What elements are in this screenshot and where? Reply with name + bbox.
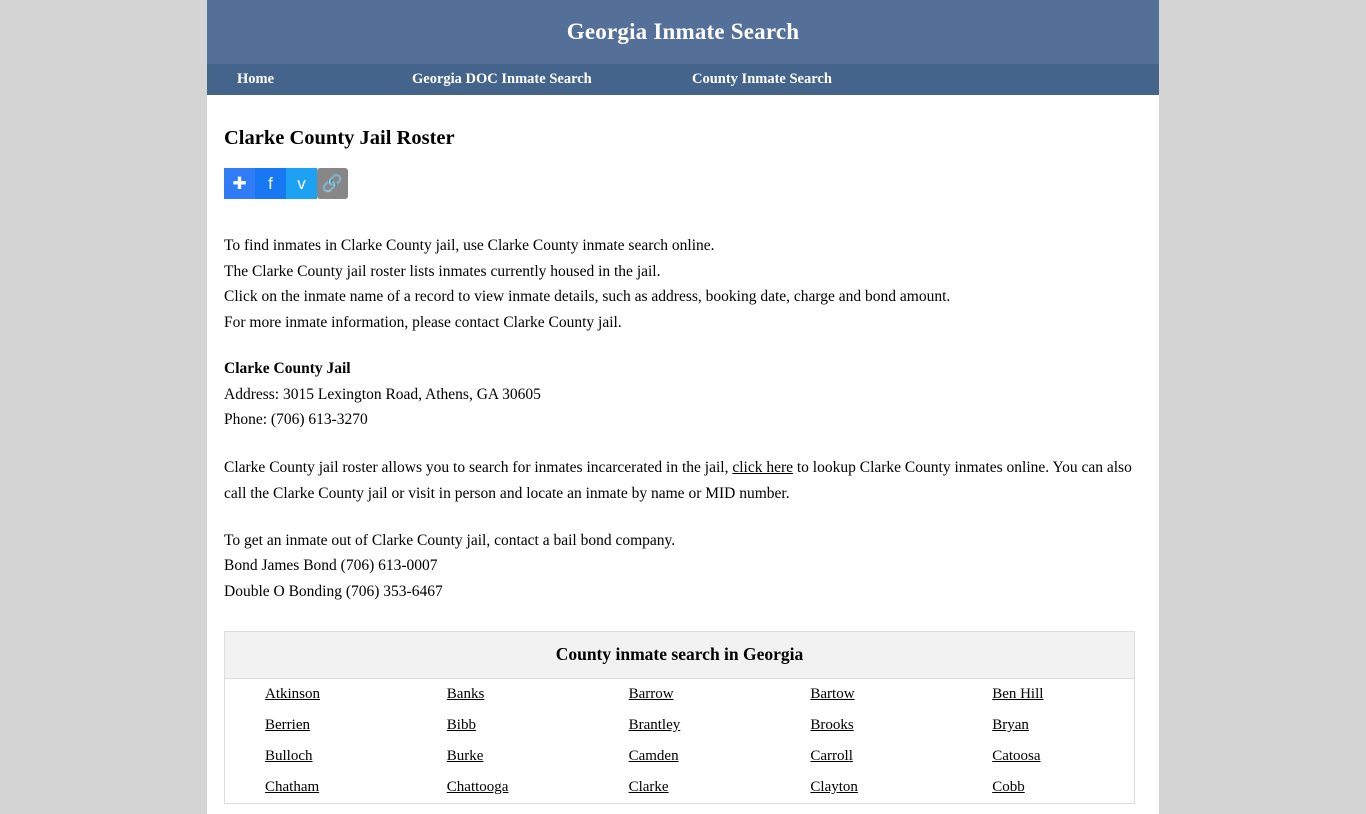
county-link-chatham[interactable]: Chatham bbox=[265, 779, 320, 795]
page-container bbox=[207, 0, 1159, 814]
nav-item-georgia-doc-inmate-search[interactable]: Georgia DOC Inmate Search bbox=[412, 71, 592, 87]
intro-line-3: Click on the inmate name of a record to view inmate details, such as address, booking date, charge and bond amount. bbox=[224, 288, 951, 305]
county-cell bbox=[770, 679, 952, 710]
county-link-burke[interactable]: Burke bbox=[446, 748, 484, 764]
county-cell bbox=[589, 679, 771, 710]
county-cell bbox=[225, 679, 407, 710]
county-cell bbox=[225, 741, 407, 772]
county-cell bbox=[407, 741, 589, 772]
county-cell bbox=[589, 772, 771, 803]
twitter-icon[interactable]: ᴠ bbox=[286, 168, 317, 199]
county-link-berrien[interactable]: Berrien bbox=[265, 717, 310, 733]
site-header bbox=[207, 0, 1159, 64]
county-cell bbox=[952, 772, 1134, 803]
county-cell bbox=[952, 741, 1134, 772]
bail-line-3: Double O Bonding (706) 353-6467 bbox=[224, 582, 443, 600]
main-content bbox=[207, 95, 1159, 814]
county-link-camden[interactable]: Camden bbox=[628, 748, 679, 764]
county-link-catoosa[interactable]: Catoosa bbox=[992, 748, 1041, 764]
county-link-cobb[interactable]: Cobb bbox=[992, 779, 1025, 795]
county-cell bbox=[770, 772, 952, 803]
nav-item-home[interactable]: Home bbox=[237, 71, 275, 87]
roster-paragraph bbox=[224, 455, 1135, 507]
county-cell bbox=[407, 679, 589, 710]
county-cell bbox=[770, 710, 952, 741]
county-link-brooks[interactable]: Brooks bbox=[810, 717, 854, 733]
county-link-bibb[interactable]: Bibb bbox=[446, 717, 476, 733]
county-link-clarke[interactable]: Clarke bbox=[628, 779, 669, 795]
county-link-bartow[interactable]: Bartow bbox=[810, 686, 855, 702]
page-title: Clarke County Jail Roster bbox=[224, 127, 455, 149]
intro-line-2: The Clarke County jail roster lists inmates currently housed in the jail. bbox=[224, 262, 661, 280]
county-link-bryan[interactable]: Bryan bbox=[992, 717, 1029, 733]
facility-phone: Phone: (706) 613-3270 bbox=[224, 411, 368, 428]
intro-text bbox=[224, 233, 1135, 335]
site-title: Georgia Inmate Search bbox=[566, 19, 800, 44]
county-cell bbox=[589, 741, 771, 772]
county-link-barrow[interactable]: Barrow bbox=[628, 686, 674, 702]
table-row bbox=[225, 710, 1134, 741]
county-cell bbox=[407, 710, 589, 741]
table-row bbox=[225, 679, 1134, 710]
nav-item-county-inmate-search[interactable]: County Inmate Search bbox=[692, 71, 832, 87]
click-here-link[interactable]: click here bbox=[732, 458, 793, 476]
roster-text-before: Clarke County jail roster allows you to search for inmates incarcerated in the jail, bbox=[224, 458, 733, 476]
main-navigation bbox=[207, 64, 1159, 95]
county-link-brantley[interactable]: Brantley bbox=[628, 717, 681, 733]
county-link-clayton[interactable]: Clayton bbox=[810, 779, 858, 795]
bail-line-2: Bond James Bond (706) 613-0007 bbox=[224, 557, 438, 574]
copy-link-icon[interactable]: 🔗 bbox=[317, 168, 348, 199]
county-link-banks[interactable]: Banks bbox=[446, 686, 485, 702]
county-cell bbox=[770, 741, 952, 772]
bail-line-1: To get an inmate out of Clarke County jail, contact a bail bond company. bbox=[224, 531, 676, 549]
intro-line-4: For more inmate information, please contact Clarke County jail. bbox=[224, 313, 622, 331]
share-buttons bbox=[224, 168, 1135, 199]
table-row bbox=[225, 741, 1134, 772]
county-search-table bbox=[224, 631, 1135, 804]
roster-text-after: to lookup Clarke County inmates online. You can also call the Clarke County jail or visit in person and locate an inmate by name or MID number. bbox=[224, 458, 1132, 502]
facility-address: Address: 3015 Lexington Road, Athens, GA 30605 bbox=[224, 385, 541, 403]
county-cell bbox=[225, 772, 407, 803]
bail-bond-info bbox=[224, 528, 1135, 605]
county-link-carroll[interactable]: Carroll bbox=[810, 748, 853, 764]
facility-name: Clarke County Jail bbox=[224, 360, 351, 377]
county-cell bbox=[952, 710, 1134, 741]
county-table-caption: County inmate search in Georgia bbox=[225, 632, 1134, 679]
share-generic-icon[interactable]: ✚ bbox=[224, 168, 255, 199]
table-row bbox=[225, 772, 1134, 803]
county-cell bbox=[589, 710, 771, 741]
county-link-bulloch[interactable]: Bulloch bbox=[265, 748, 313, 764]
county-link-chattooga[interactable]: Chattooga bbox=[446, 779, 509, 795]
county-cell bbox=[225, 710, 407, 741]
county-link-atkinson[interactable]: Atkinson bbox=[265, 686, 321, 702]
county-link-ben-hill[interactable]: Ben Hill bbox=[992, 686, 1044, 702]
county-cell bbox=[407, 772, 589, 803]
facebook-icon[interactable]: f bbox=[255, 168, 286, 199]
county-cell bbox=[952, 679, 1134, 710]
intro-line-1: To find inmates in Clarke County jail, use Clarke County inmate search online. bbox=[224, 237, 715, 254]
facility-info bbox=[224, 356, 1135, 433]
